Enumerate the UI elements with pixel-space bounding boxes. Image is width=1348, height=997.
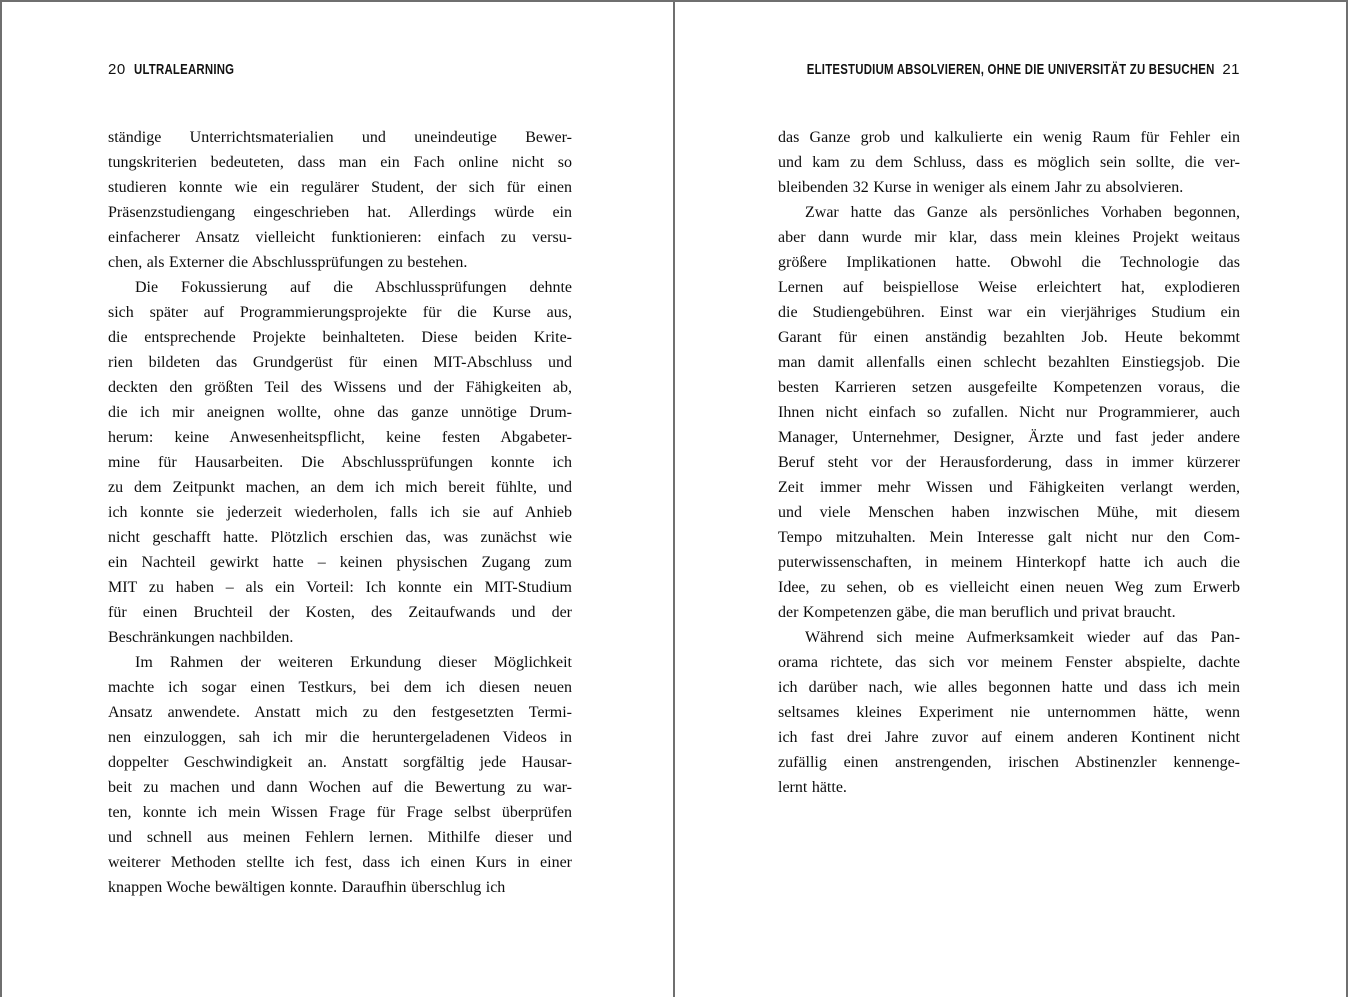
text-line: Beschränkungen nachbilden.	[108, 629, 294, 646]
text-line: chen, als Externer die Abschlussprüfungen zu bestehen.	[108, 254, 468, 271]
text-line: Zeit immer mehr Wissen und Fähigkeiten verlangt werden,	[778, 479, 1240, 496]
text-line: mine für Hausarbeiten. Die Abschlussprüfungen konnte ich	[108, 454, 572, 471]
text-line: ten, konnte ich mein Wissen Frage für Frage selbst überprüfen	[108, 804, 572, 821]
text-line: Die Fokussierung auf die Abschlussprüfungen dehnte	[135, 279, 572, 296]
text-line: Beruf steht vor der Herausforderung, dass in immer kürzerer	[778, 454, 1240, 471]
text-line: beit zu machen und dann Wochen auf die Bewertung zu war-	[108, 779, 572, 796]
text-line: ein Nachteil gewirkt hatte – keinen physischen Zugang zum	[108, 554, 572, 571]
text-line: besten Karrieren setzen ausgefeilte Kompetenzen voraus, die	[778, 379, 1240, 396]
text-line: rien bildeten das Grundgerüst für einen MIT-Abschluss und	[108, 354, 572, 371]
text-line: ich fast drei Jahre zuvor auf einem anderen Kontinent nicht	[778, 729, 1240, 746]
text-line: ich darüber nach, wie alles begonnen hatte und dass ich mein	[778, 679, 1240, 696]
text-line: Garant für einen anständig bezahlten Job. Heute bekommt	[778, 329, 1240, 346]
text-line: größere Implikationen hatte. Obwohl die Technologie das	[778, 254, 1240, 271]
text-line: die entsprechende Projekte beinhalteten. Diese beiden Krite-	[108, 329, 572, 346]
text-line: und schnell aus meinen Fehlern lernen. Mithilfe dieser und	[108, 829, 572, 846]
text-line: zu dem Zeitpunkt machen, an dem ich mich bereit fühlte, und	[108, 479, 572, 496]
running-header-left	[108, 61, 266, 79]
text-line: Zwar hatte das Ganze als persönliches Vorhaben begonnen,	[805, 204, 1240, 221]
text-line: herum: keine Anwesenheitspflicht, keine festen Abgabeter-	[108, 429, 572, 446]
text-line: ständige Unterrichtsmaterialien und uneindeutige Bewer-	[108, 129, 572, 146]
running-header-right	[678, 61, 1240, 79]
page-number-right: 21	[1222, 61, 1240, 78]
text-line: Ansatz anwendete. Anstatt mich zu den festgesetzten Termi-	[108, 704, 572, 721]
text-line: sich später auf Programmierungsprojekte für die Kurse aus,	[108, 304, 572, 321]
text-line: der Kompetenzen gäbe, die man beruflich und privat braucht.	[778, 604, 1176, 621]
text-line: seltsames kleines Experiment nie unternommen hätte, wenn	[778, 704, 1240, 721]
text-line: MIT zu haben – als ein Vorteil: Ich konnte ein MIT-Studium	[108, 579, 572, 596]
text-line: und kam zu dem Schluss, dass es möglich sein sollte, die ver-	[778, 154, 1240, 171]
page-number-left: 20	[108, 61, 126, 78]
page-right	[674, 0, 1348, 997]
text-line: die Studiengebühren. Einst war ein vierjähriges Studium ein	[778, 304, 1240, 321]
text-line: und viele Menschen haben inzwischen Mühe, mit diesem	[778, 504, 1240, 521]
text-line: Lernen auf beispiellose Weise erleichtert hat, explodieren	[778, 279, 1240, 296]
text-line: machte ich sogar einen Testkurs, bei dem ich diesen neuen	[108, 679, 572, 696]
text-line: lernt hätte.	[778, 779, 847, 796]
text-line: deckten den größten Teil des Wissens und der Fähigkeiten ab,	[108, 379, 572, 396]
text-line: bleibenden 32 Kurse in weniger als einem Jahr zu absolvieren.	[778, 179, 1184, 196]
text-line: orama richtete, das sich vor meinem Fenster abspielte, dachte	[778, 654, 1240, 671]
text-line: weiterer Methoden stellte ich fest, dass ich einen Kurs in einer	[108, 854, 572, 871]
text-line: Tempo mitzuhalten. Mein Interesse galt nicht nur den Com-	[778, 529, 1240, 546]
text-line: studieren konnte wie ein regulärer Student, der sich für einen	[108, 179, 572, 196]
text-line: knappen Woche bewältigen konnte. Daraufhin überschlug ich	[108, 879, 506, 896]
text-line: die ich mir aneignen wollte, ohne das ganze unnötige Drum-	[108, 404, 572, 421]
text-line: tungskriterien bedeuteten, dass man ein Fach online nicht so	[108, 154, 572, 171]
text-line: Manager, Unternehmer, Designer, Ärzte und fast jeder andere	[778, 429, 1240, 446]
text-line: man damit allenfalls einen schlecht bezahlten Einstiegsjob. Die	[778, 354, 1240, 371]
text-line: ich konnte sie jederzeit wiederholen, falls ich sie auf Anhieb	[108, 504, 572, 521]
running-title-left: ULTRALEARNING	[133, 61, 234, 78]
text-line: doppelter Geschwindigkeit an. Anstatt sorgfältig jede Hausar-	[108, 754, 572, 771]
text-line: einfacherer Ansatz vielleicht funktionieren: einfach zu versu-	[108, 229, 572, 246]
text-line: für einen Bruchteil der Kosten, des Zeitaufwands und der	[108, 604, 572, 621]
text-line: das Ganze grob und kalkulierte ein wenig Raum für Fehler ein	[778, 129, 1240, 146]
text-line: Während sich meine Aufmerksamkeit wieder auf das Pan-	[805, 629, 1240, 646]
text-line: puterwissenschaften, in meinem Hinterkopf hatte ich auch die	[778, 554, 1240, 571]
text-line: Präsenzstudiengang eingeschrieben hat. Allerdings würde ein	[108, 204, 572, 221]
page-body-right	[778, 125, 1240, 800]
text-line: nicht geschafft hatte. Plötzlich erschien das, was zunächst wie	[108, 529, 572, 546]
page-body-left	[108, 125, 572, 900]
text-line: aber dann wurde mir klar, dass mein kleines Projekt weitaus	[778, 229, 1240, 246]
text-line: Ihnen nicht einfach so zufallen. Nicht nur Programmierer, auch	[778, 404, 1240, 421]
text-line: zufällig einen anstrengenden, irischen Abstinenzler kennenge-	[778, 754, 1240, 771]
text-line: Idee, zu sehen, ob es vielleicht einen neuen Weg zum Erwerb	[778, 579, 1240, 596]
text-line: nen einzuloggen, sah ich mir die heruntergeladenen Videos in	[108, 729, 572, 746]
text-line: Im Rahmen der weiteren Erkundung dieser Möglichkeit	[135, 654, 572, 671]
running-title-right: ELITESTUDIUM ABSOLVIEREN, OHNE DIE UNIVERSITÄT ZU BESUCHEN	[806, 61, 1215, 78]
